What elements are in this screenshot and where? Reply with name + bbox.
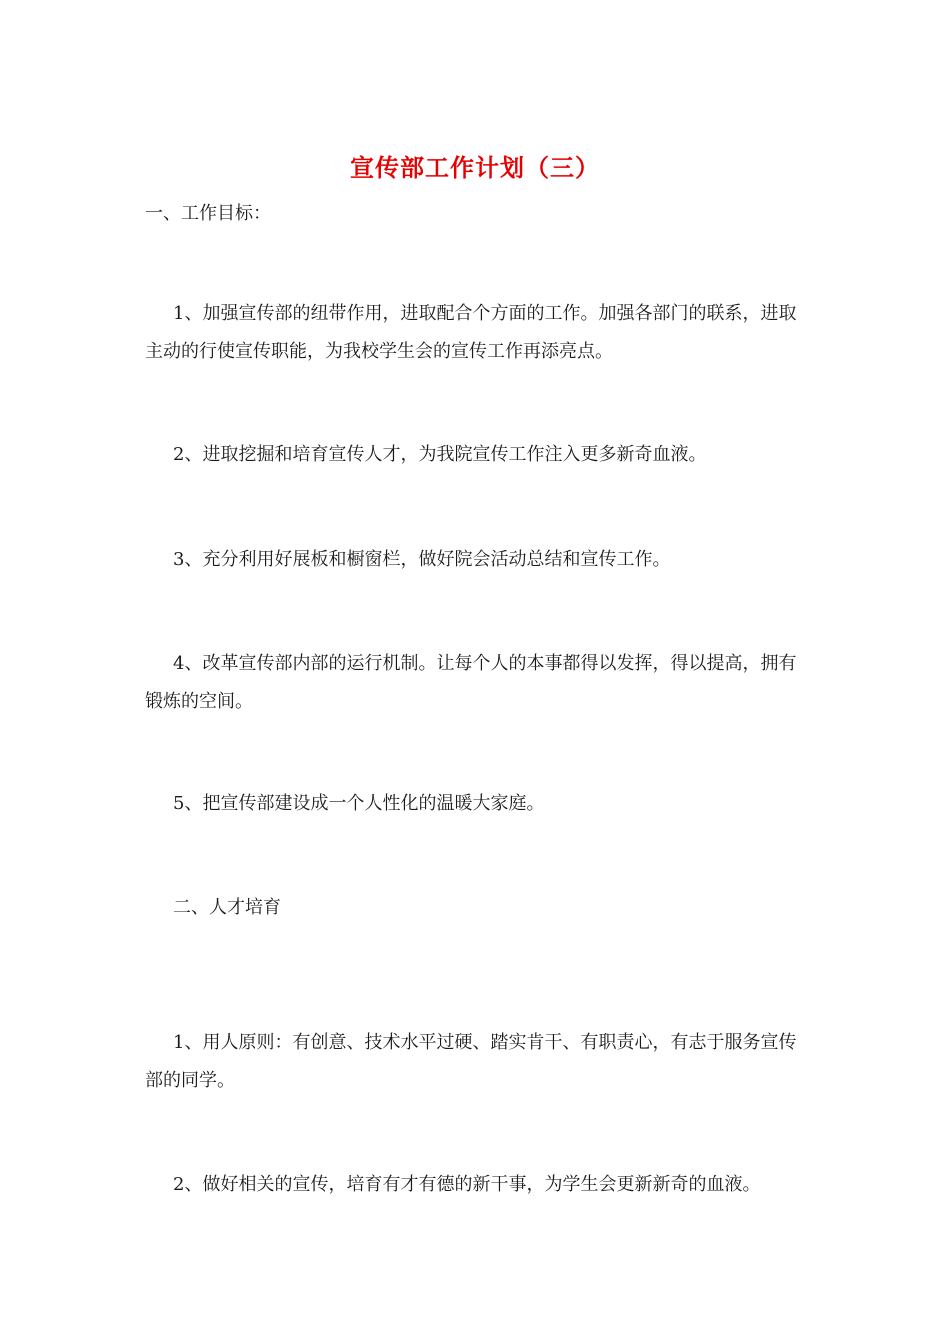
document-title: 宣传部工作计划（三） xyxy=(350,153,600,182)
goal-item-1: 1、加强宣传部的纽带作用，进取配合个方面的工作。加强各部门的联系，进取主动的行使宣传职能，为我校学生会的宣传工作再添亮点。 xyxy=(145,303,797,362)
goal-item-4: 4、改革宣传部内部的运行机制。让每个人的本事都得以发挥，得以提高，拥有锻炼的空间。 xyxy=(145,653,797,712)
talent-item-1: 1、用人原则：有创意、技术水平过硬、踏实肯干、有职责心，有志于服务宣传部的同学。 xyxy=(145,1032,797,1091)
goal-item-5: 5、把宣传部建设成一个人性化的温暖大家庭。 xyxy=(173,793,545,814)
goal-item-3: 3、充分利用好展板和橱窗栏，做好院会活动总结和宣传工作。 xyxy=(173,549,671,570)
talent-item-2: 2、做好相关的宣传，培育有才有德的新干事，为学生会更新新奇的血液。 xyxy=(173,1174,761,1195)
section-heading-talent: 二、人才培育 xyxy=(173,897,281,918)
section-heading-goals: 一、工作目标： xyxy=(145,203,271,224)
goal-item-2: 2、进取挖掘和培育宣传人才，为我院宣传工作注入更多新奇血液。 xyxy=(173,444,707,465)
